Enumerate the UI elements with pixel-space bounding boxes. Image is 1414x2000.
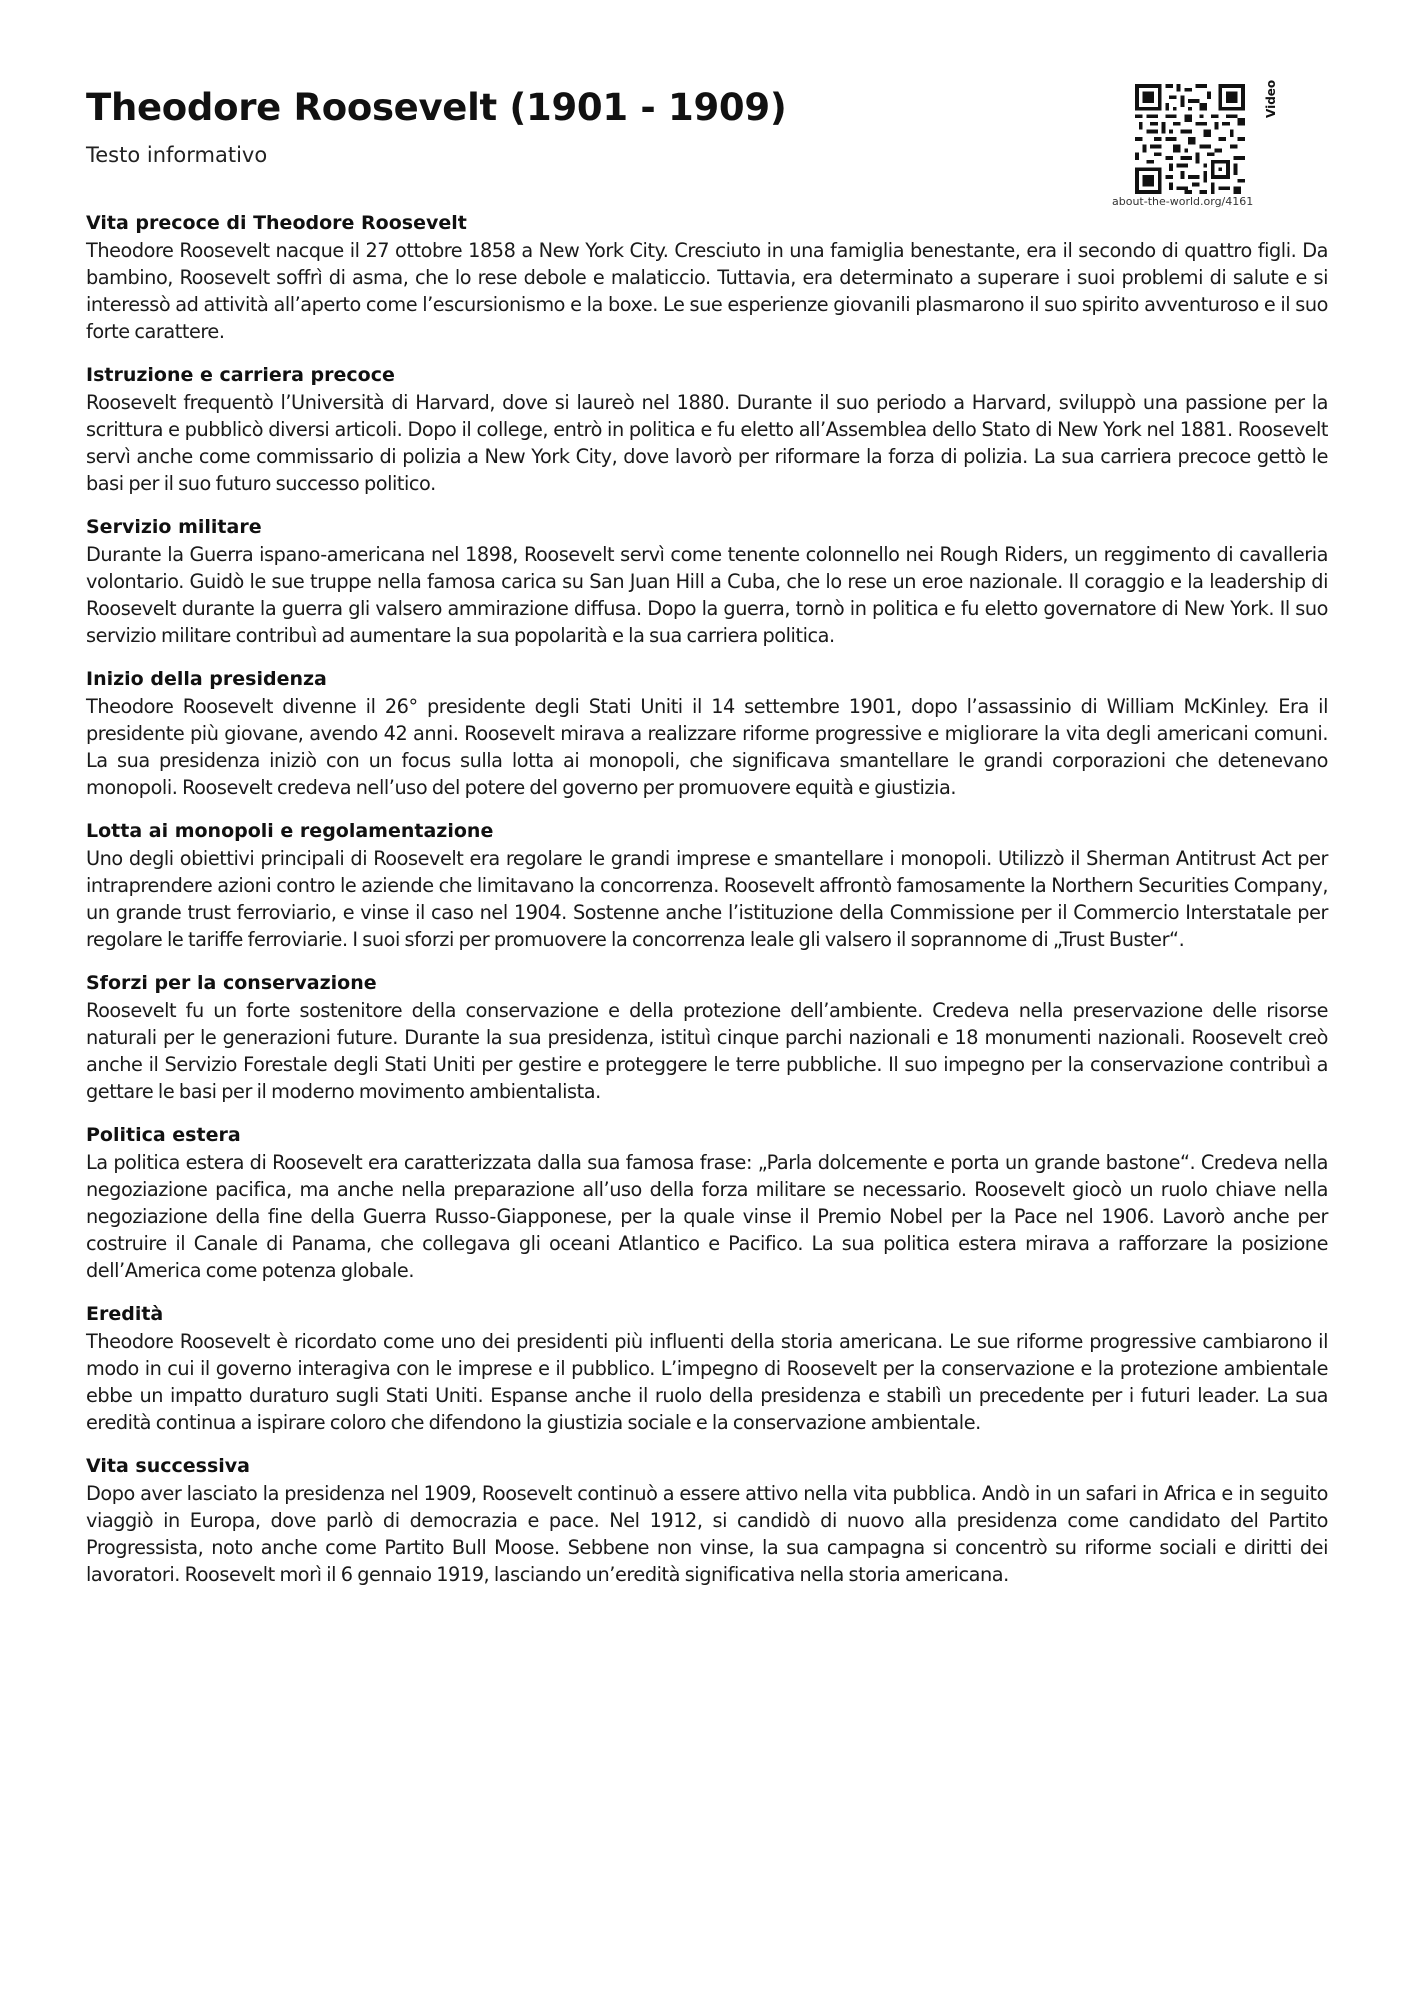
section-heading: Sforzi per la conservazione — [86, 972, 377, 994]
qr-url-label: about-the-world.org/4161 — [1112, 195, 1254, 208]
section-heading: Inizio della presidenza — [86, 668, 327, 690]
page-title: Theodore Roosevelt (1901 - 1909) — [86, 86, 787, 129]
section-heading: Servizio militare — [86, 516, 262, 538]
section-paragraph: Durante la Guerra ispano-americana nel 1898, Roosevelt servì come tenente colonnello nei Rough Riders, un reggimento di cavalleria volontario. Guidò le sue truppe nella famosa carica su San Juan Hill a Cuba, che lo rese un eroe nazionale. Il coraggio e la leadership di Roosevelt durante la guerra gli valsero ammirazione diffusa. Dopo la guerra, tornò in politica e fu eletto governatore di New York. Il suo servizio militare contribuì ad aumentare la sua popolarità e la sua carriera politica. — [86, 543, 1328, 647]
section-eredita — [86, 1301, 1328, 1436]
section-paragraph: Roosevelt fu un forte sostenitore della conservazione e della protezione dell’ambiente. Credeva nella preservazione delle risorse naturali per le generazioni future. Durante la sua presidenza, istituì cinque parchi nazionali e 18 monumenti nazionali. Roosevelt creò anche il Servizio Forestale degli Stati Uniti per gestire e proteggere le terre pubbliche. Il suo impegno per la conservazione contribuì a gettare le basi per il moderno movimento ambientalista. — [86, 999, 1328, 1103]
section-paragraph: Theodore Roosevelt nacque il 27 ottobre 1858 a New York City. Cresciuto in una famiglia benestante, era il secondo di quattro figli. Da bambino, Roosevelt soffrì di asma, che lo rese debole e malaticcio. Tuttavia, era determinato a superare i suoi problemi di salute e si interessò ad attività all’aperto come l’escursionismo e la boxe. Le sue esperienze giovanili plasmarono il suo spirito avventuroso e il suo forte carattere. — [86, 239, 1328, 343]
section-conservazione — [86, 970, 1328, 1105]
qr-video-label: Video — [1264, 79, 1278, 118]
section-servizio-militare — [86, 514, 1328, 649]
section-vita-successiva — [86, 1453, 1328, 1588]
qr-code-icon[interactable] — [1135, 84, 1245, 194]
section-paragraph: Theodore Roosevelt è ricordato come uno dei presidenti più influenti della storia americana. Le sue riforme progressive cambiarono il modo in cui il governo interagiva con le imprese e il pubblico. L’impegno di Roosevelt per la conservazione e la protezione ambientale ebbe un impatto duraturo sugli Stati Uniti. Espanse anche il ruolo della presidenza e stabilì un precedente per i futuri leader. La sua eredità continua a ispirare coloro che difendono la giustizia sociale e la conservazione ambientale. — [86, 1330, 1328, 1434]
section-paragraph: Theodore Roosevelt divenne il 26° presidente degli Stati Uniti il 14 settembre 1901, dopo l’assassinio di William McKinley. Era il presidente più giovane, avendo 42 anni. Roosevelt mirava a realizzare riforme progressive e migliorare la vita degli americani comuni. La sua presidenza iniziò con un focus sulla lotta ai monopoli, che significava smantellare le grandi corporazioni che detenevano monopoli. Roosevelt credeva nell’uso del potere del governo per promuovere equità e giustizia. — [86, 695, 1328, 799]
section-politica-estera — [86, 1122, 1328, 1284]
article-body — [86, 210, 1328, 1605]
section-vita-precoce — [86, 210, 1328, 345]
section-paragraph: Roosevelt frequentò l’Università di Harvard, dove si laureò nel 1880. Durante il suo periodo a Harvard, sviluppò una passione per la scrittura e pubblicò diversi articoli. Dopo il college, entrò in politica e fu eletto all’Assemblea dello Stato di New York nel 1881. Roosevelt servì anche come commissario di polizia a New York City, dove lavorò per riformare la forza di polizia. La sua carriera precoce gettò le basi per il suo futuro successo politico. — [86, 391, 1328, 495]
section-paragraph: Uno degli obiettivi principali di Roosevelt era regolare le grandi imprese e smantellare i monopoli. Utilizzò il Sherman Antitrust Act per intraprendere azioni contro le aziende che limitavano la concorrenza. Roosevelt affrontò famosamente la Northern Securities Company, un grande trust ferroviario, e vinse il caso nel 1904. Sostenne anche l’istituzione della Commissione per il Commercio Interstatale per regolare le tariffe ferroviarie. I suoi sforzi per promuovere la concorrenza leale gli valsero il soprannome di „Trust Buster“. — [86, 847, 1328, 951]
section-heading: Politica estera — [86, 1124, 241, 1146]
page-subtitle: Testo informativo — [86, 143, 268, 167]
section-paragraph: Dopo aver lasciato la presidenza nel 1909, Roosevelt continuò a essere attivo nella vita pubblica. Andò in un safari in Africa e in seguito viaggiò in Europa, dove parlò di democrazia e pace. Nel 1912, si candidò di nuovo alla presidenza come candidato del Partito Progressista, noto anche come Partito Bull Moose. Sebbene non vinse, la sua campagna si concentrò su riforme sociali e diritti dei lavoratori. Roosevelt morì il 6 gennaio 1919, lasciando un’eredità significativa nella storia americana. — [86, 1482, 1328, 1586]
section-inizio-presidenza — [86, 666, 1328, 801]
section-lotta-monopoli — [86, 818, 1328, 953]
section-paragraph: La politica estera di Roosevelt era caratterizzata dalla sua famosa frase: „Parla dolcemente e porta un grande bastone“. Credeva nella negoziazione pacifica, ma anche nella preparazione all’uso della forza militare se necessario. Roosevelt giocò un ruolo chiave nella negoziazione della fine della Guerra Russo-Giapponese, per la quale vinse il Premio Nobel per la Pace nel 1906. Lavorò anche per costruire il Canale di Panama, che collegava gli oceani Atlantico e Pacifico. La sua politica estera mirava a rafforzare la posizione dell’America come potenza globale. — [86, 1151, 1328, 1282]
section-heading: Vita precoce di Theodore Roosevelt — [86, 212, 467, 234]
section-istruzione — [86, 362, 1328, 497]
section-heading: Lotta ai monopoli e regolamentazione — [86, 820, 494, 842]
section-heading: Istruzione e carriera precoce — [86, 364, 395, 386]
section-heading: Eredità — [86, 1303, 164, 1325]
section-heading: Vita successiva — [86, 1455, 250, 1477]
